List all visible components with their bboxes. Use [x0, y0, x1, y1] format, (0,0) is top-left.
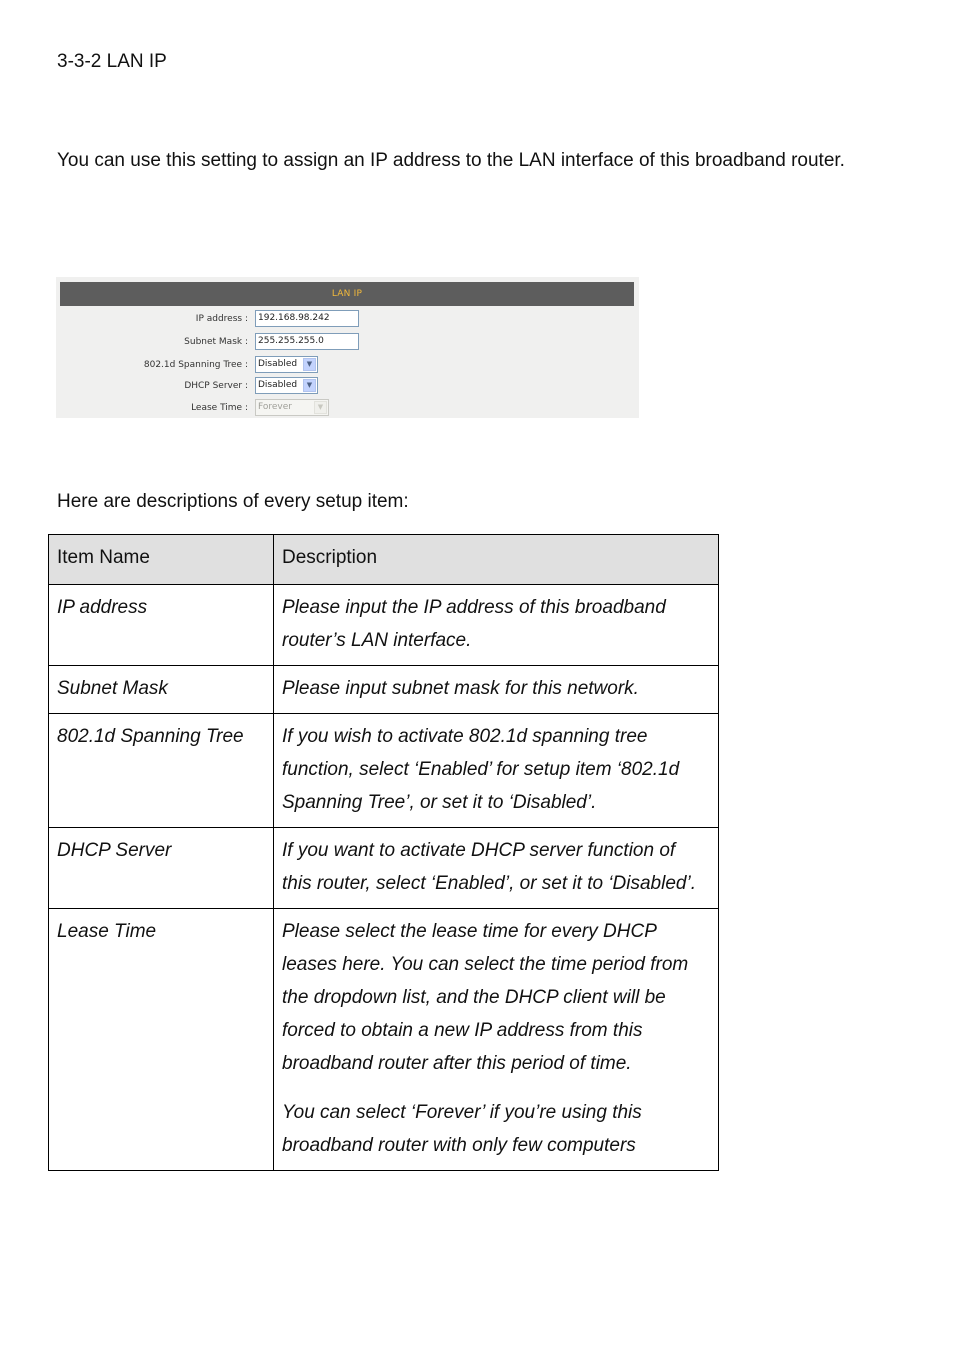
dhcp-server-select[interactable] — [255, 377, 318, 394]
intro-paragraph: You can use this setting to assign an IP address to the LAN interface of this broadband router. — [57, 150, 845, 171]
table-row — [49, 585, 719, 666]
table-row — [49, 666, 719, 714]
subnet-mask-input[interactable]: 255.255.255.0 — [255, 333, 359, 350]
table-header-row — [49, 535, 719, 585]
description-cell — [274, 714, 719, 828]
subnet-mask-label: Subnet Mask : — [184, 337, 248, 347]
item-name-cell: Subnet Mask — [49, 666, 274, 714]
lease-time-select — [255, 399, 329, 416]
item-name-cell: 802.1d Spanning Tree — [49, 714, 274, 828]
description-text: If you want to activate DHCP server function of this router, select ‘Enabled’, or set it to ‘Disabled’. — [282, 840, 696, 894]
description-text: If you wish to activate 802.1d spanning tree function, select ‘Enabled’ for setup item ‘802.1d Spanning Tree’, or set it to ‘Disabled’. — [282, 726, 680, 813]
section-heading: 3-3-2 LAN IP — [57, 51, 167, 72]
setup-items-table — [48, 534, 719, 1171]
item-name-cell: Lease Time — [49, 909, 274, 1171]
subnet-mask-row — [56, 332, 639, 352]
dhcp-server-label: DHCP Server : — [184, 381, 248, 391]
lease-time-label: Lease Time : — [191, 403, 248, 413]
description-cell — [274, 909, 719, 1171]
table-lead-text: Here are descriptions of every setup item: — [57, 491, 409, 512]
description-text: Please select the lease time for every DHCP leases here. You can select the time period from the dropdown list, and the DHCP client will be forced to obtain a new IP address from this broadband router after this period of time. — [282, 921, 689, 1074]
table-row — [49, 714, 719, 828]
spanning-tree-label: 802.1d Spanning Tree : — [143, 360, 248, 370]
chevron-down-icon: ▼ — [303, 379, 316, 392]
ip-address-label: IP address : — [195, 314, 248, 324]
lease-time-row — [56, 398, 639, 418]
screenshot-title-bar: LAN IP — [60, 282, 634, 306]
chevron-down-icon: ▼ — [314, 401, 327, 414]
description-cell — [274, 666, 719, 714]
table-row — [49, 828, 719, 909]
item-name-cell: DHCP Server — [49, 828, 274, 909]
spanning-tree-select[interactable] — [255, 356, 318, 373]
description-text: You can select ‘Forever’ if you’re using this broadband router with only few computers — [282, 1102, 642, 1156]
lease-time-value: Forever — [258, 402, 292, 412]
lan-ip-screenshot — [56, 277, 639, 418]
chevron-down-icon: ▼ — [303, 358, 316, 371]
description-cell — [274, 828, 719, 909]
ip-address-input[interactable]: 192.168.98.242 — [255, 310, 359, 327]
column-header-description: Description — [274, 535, 719, 585]
column-header-item-name: Item Name — [49, 535, 274, 585]
ip-address-row — [56, 309, 639, 329]
table-row — [49, 909, 719, 1171]
description-text: Please input subnet mask for this network. — [282, 678, 639, 699]
spanning-tree-row — [56, 355, 639, 375]
dhcp-server-value: Disabled — [258, 380, 298, 390]
dhcp-server-row — [56, 376, 639, 396]
spanning-tree-value: Disabled — [258, 359, 298, 369]
description-text: Please input the IP address of this broadband router’s LAN interface. — [282, 597, 666, 651]
description-cell — [274, 585, 719, 666]
item-name-cell: IP address — [49, 585, 274, 666]
